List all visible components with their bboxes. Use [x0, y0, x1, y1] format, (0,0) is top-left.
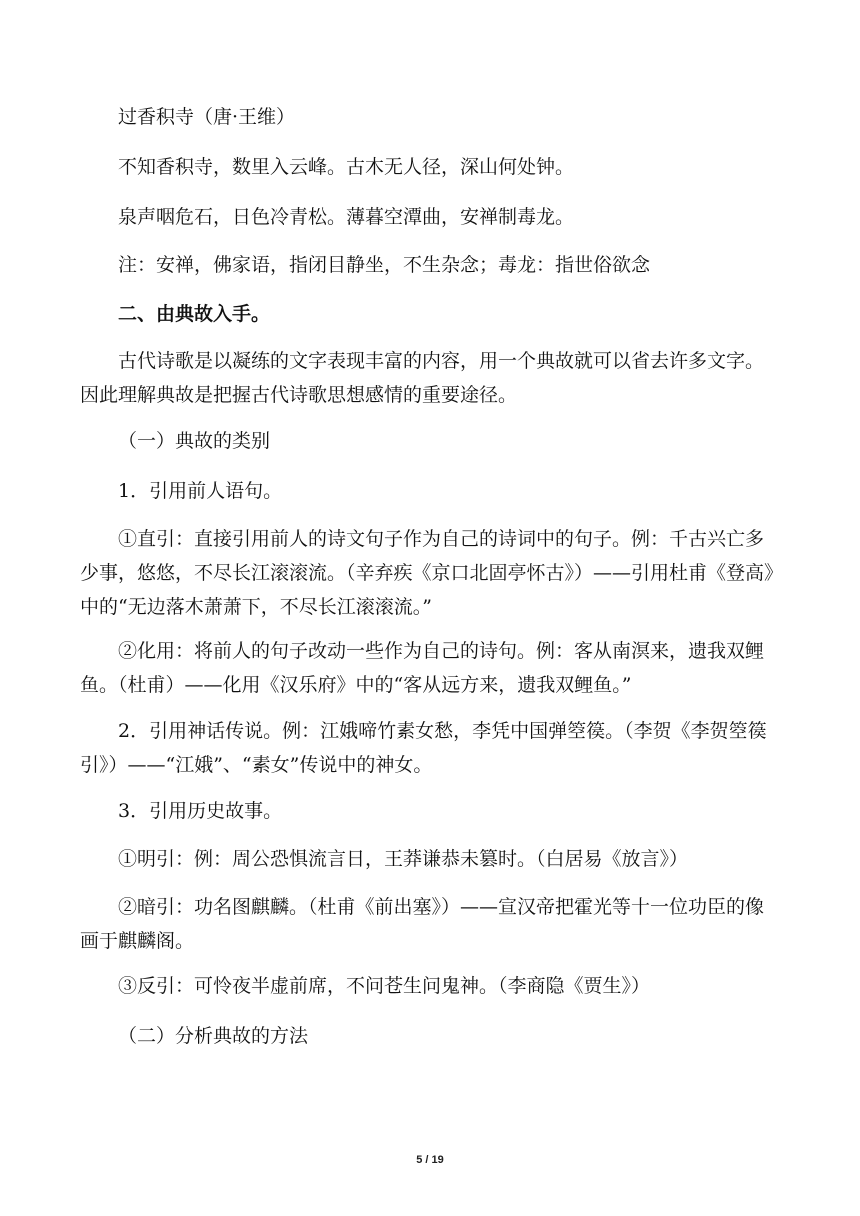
- poem-line-2: 泉声咽危石，日色冷青松。薄暮空潭曲，安禅制毒龙。: [118, 206, 575, 228]
- poem-line-1: 不知香积寺，数里入云峰。古木无人径，深山何处钟。: [118, 156, 575, 178]
- item-implicit-allusion: ②暗引：功名图麒麟。（杜甫《前出塞》）——宣汉帝把霍光等十一位功臣的像画于麒麟阁。: [80, 896, 765, 952]
- item-1-heading: 1．引用前人语句。: [118, 480, 283, 502]
- subheading-methods: （二）分析典故的方法: [118, 1025, 309, 1047]
- subheading-types: （一）典故的类别: [118, 430, 271, 452]
- item-explicit-allusion: ①明引：例：周公恐惧流言日，王莽谦恭未篡时。（白居易《放言》）: [118, 848, 689, 870]
- item-adapted-quote: ②化用：将前人的句子改动一些作为自己的诗句。例：客从南溟来，遗我双鲤鱼。（杜甫）——化用《汉乐府》中的“客从远方来，遗我双鲤鱼。”: [80, 640, 765, 696]
- item-direct-quote: ①直引：直接引用前人的诗文句子作为自己的诗词中的句子。例：千古兴亡多少事，悠悠，不尽长江滚滚流。（辛弃疾《京口北固亭怀古》）——引用杜甫《登高》中的“无边落木萧萧下，不尽长江滚滚流。”: [80, 528, 774, 618]
- poem-note: 注：安禅，佛家语，指闭目静坐，不生杂念；毒龙：指世俗欲念: [118, 254, 651, 276]
- paragraph-intro: 古代诗歌是以凝练的文字表现丰富的内容，用一个典故就可以省去许多文字。因此理解典故是把握古代诗歌思想感情的重要途径。: [80, 350, 765, 406]
- section-heading-2: 二、由典故入手。: [118, 303, 271, 325]
- item-reverse-allusion: ③反引：可怜夜半虚前席，不问苍生问鬼神。（李商隐《贾生》）: [118, 975, 651, 997]
- item-2-myths: 2．引用神话传说。例：江娥啼竹素女愁，李凭中国弹箜篌。（李贺《李贺箜篌引》）——“江娥”、“素女”传说中的神女。: [80, 720, 767, 776]
- page-number: 5 / 19: [416, 1154, 444, 1166]
- item-3-heading: 3．引用历史故事。: [118, 800, 283, 822]
- poem-title: 过香积寺（唐·王维）: [118, 106, 296, 128]
